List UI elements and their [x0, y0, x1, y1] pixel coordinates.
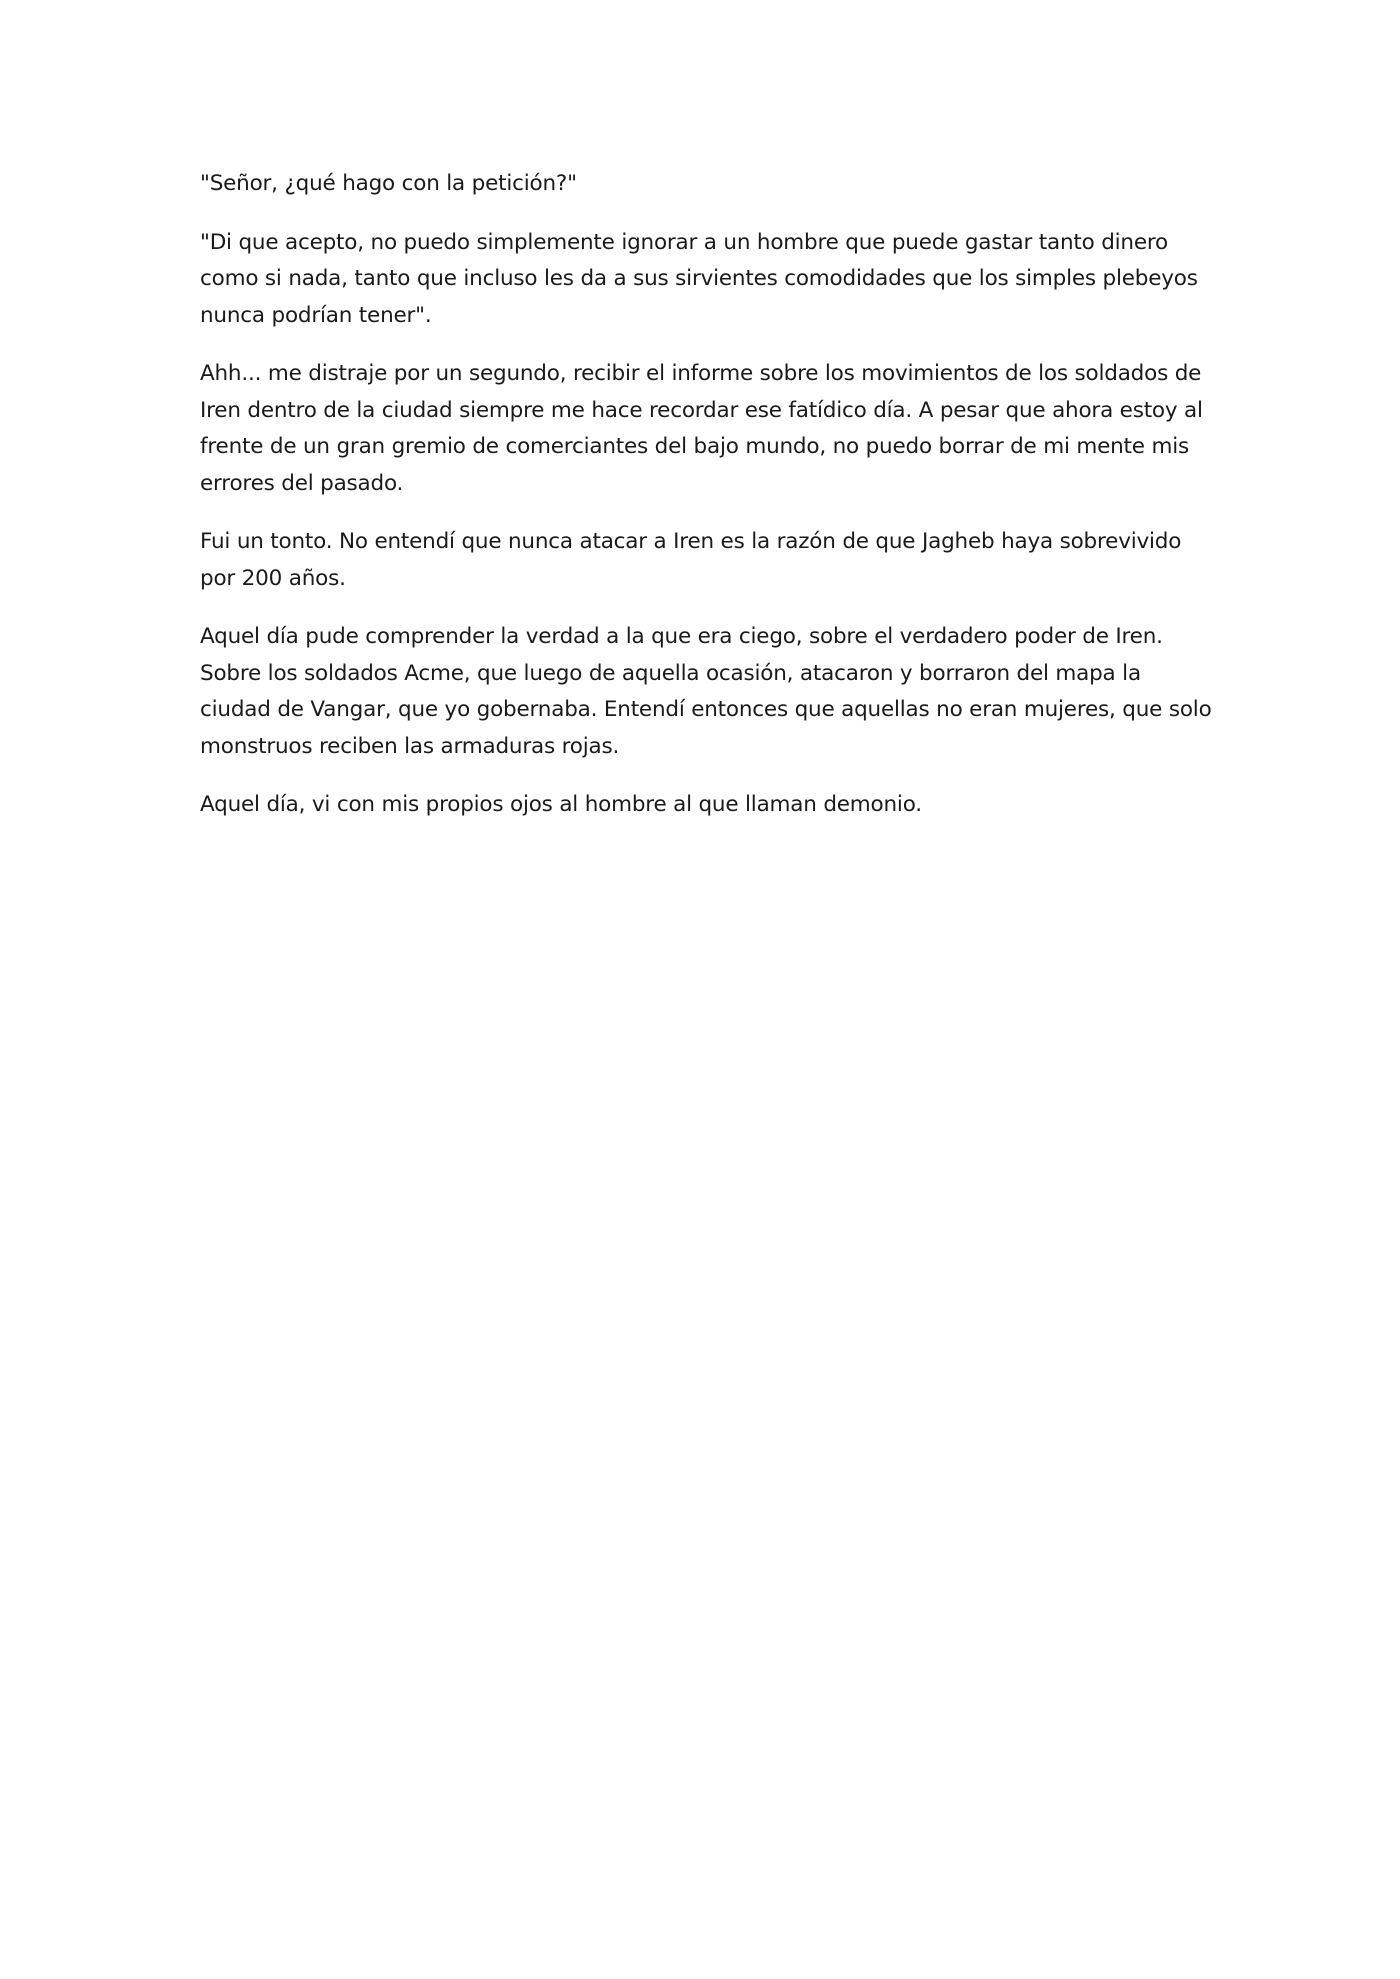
text-line: por 200 años. — [200, 565, 346, 591]
text-line: errores del pasado. — [200, 470, 404, 496]
text-line: monstruos reciben las armaduras rojas. — [200, 733, 620, 759]
text-line: nunca podrían tener". — [200, 302, 432, 328]
text-line: "Di que acepto, no puedo simplemente ignorar a un hombre que puede gastar tanto dinero — [200, 229, 1168, 255]
text-line: Aquel día pude comprender la verdad a la que era ciego, sobre el verdadero poder de Iren. — [200, 624, 1163, 649]
paragraph-2 — [200, 225, 1210, 335]
text-line: frente de un gran gremio de comerciantes del bajo mundo, no puedo borrar de mi mente mis — [200, 434, 1189, 459]
text-line: "Señor, ¿qué hago con la petición?" — [200, 171, 577, 196]
text-line: Ahh... me distraje por un segundo, recibir el informe sobre los movimientos de los soldados de — [200, 361, 1202, 386]
paragraph-3 — [200, 356, 1210, 502]
paragraph-4 — [200, 524, 1210, 597]
text-line: como si nada, tanto que incluso les da a sus sirvientes comodidades que los simples plebeyos — [200, 266, 1198, 291]
paragraph-5 — [200, 619, 1210, 765]
text-line: Iren dentro de la ciudad siempre me hace recordar ese fatídico día. A pesar que ahora estoy al — [200, 397, 1203, 423]
document-body — [200, 166, 1210, 846]
text-line: Fui un tonto. No entendí que nunca atacar a Iren es la razón de que Jagheb haya sobrevivido — [200, 529, 1182, 554]
paragraph-1 — [200, 166, 1210, 203]
text-line: ciudad de Vangar, que yo gobernaba. Entendí entonces que aquellas no eran mujeres, que solo — [200, 697, 1212, 722]
text-line: Aquel día, vi con mis propios ojos al hombre al que llaman demonio. — [200, 792, 922, 817]
paragraph-6 — [200, 787, 1210, 824]
text-line: Sobre los soldados Acme, que luego de aquella ocasión, atacaron y borraron del mapa la — [200, 660, 1141, 686]
